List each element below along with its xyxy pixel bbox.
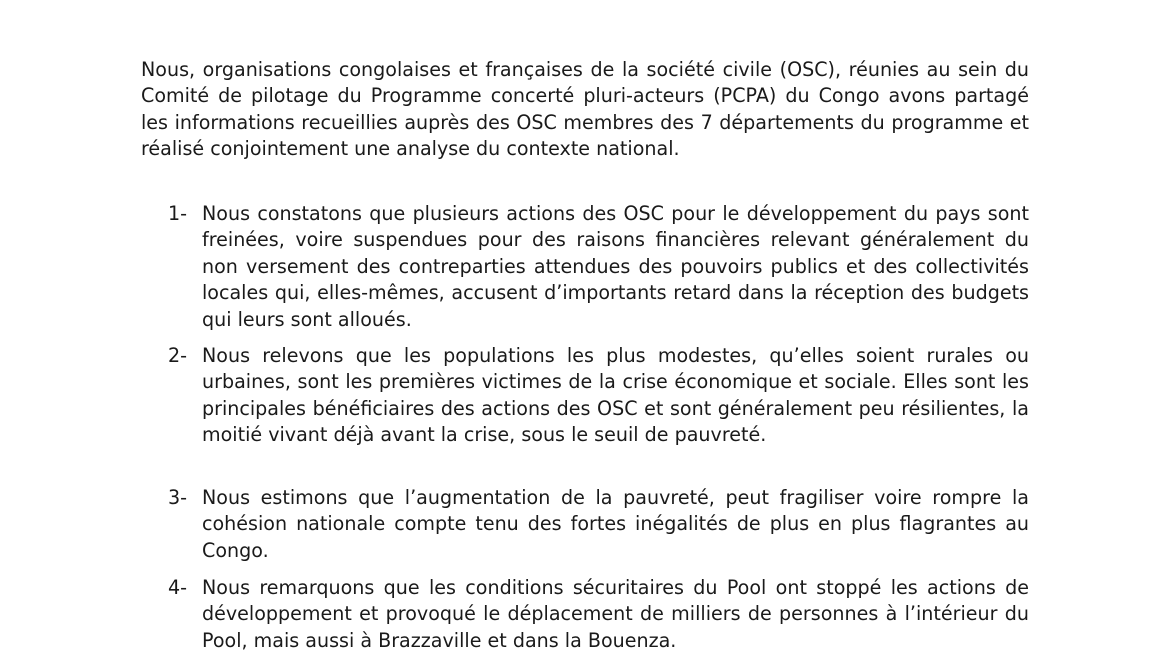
list-item [168,575,1029,650]
list-item-number: 2- [168,344,188,367]
intro-paragraph: Nous, organisations congolaises et françaises de la société civile (OSC), réunies au sein du Comité de pilotage du Programme concerté pluri-acteurs (PCPA) du Congo avons partagé les informations recueillies auprès des OSC membres des 7 départements du programme et réalisé conjointement une analyse du contexte national. [141,58,1029,161]
list-item-number: 1- [168,202,188,225]
list-item-text: Nous remarquons que les conditions sécuritaires du Pool ont stoppé les actions de développement et provoqué le déplacement de milliers de personnes à l’intérieur du Pool, mais aussi à Brazzaville et dans la Bouenza. [202,576,1029,650]
list-item [168,201,1029,333]
list-item-text: Nous constatons que plusieurs actions des OSC pour le développement du pays sont freinées, voire suspendues pour des raisons financières relevant généralement du non versement des contreparties attendues des pouvoirs publics et des collectivités locales qui, elles-mêmes, accusent d’importants retard dans la réception des budgets qui leurs sont alloués. [202,202,1029,331]
list-item-number: 4- [168,576,188,599]
list-item-text: Nous estimons que l’augmentation de la pauvreté, peut fragiliser voire rompre la cohésion nationale compte tenu des fortes inégalités de plus en plus flagrantes au Congo. [202,486,1029,562]
list-item-number: 3- [168,486,188,509]
list-item [168,343,1029,449]
list-item-text: Nous relevons que les populations les plus modestes, qu’elles soient rurales ou urbaines, sont les premières victimes de la crise économique et sociale. Elles sont les principales bénéficiaires des actions des OSC et sont généralement peu résilientes, la moitié vivant déjà avant la crise, sous le seuil de pauvreté. [202,344,1029,447]
list-item [168,485,1029,564]
